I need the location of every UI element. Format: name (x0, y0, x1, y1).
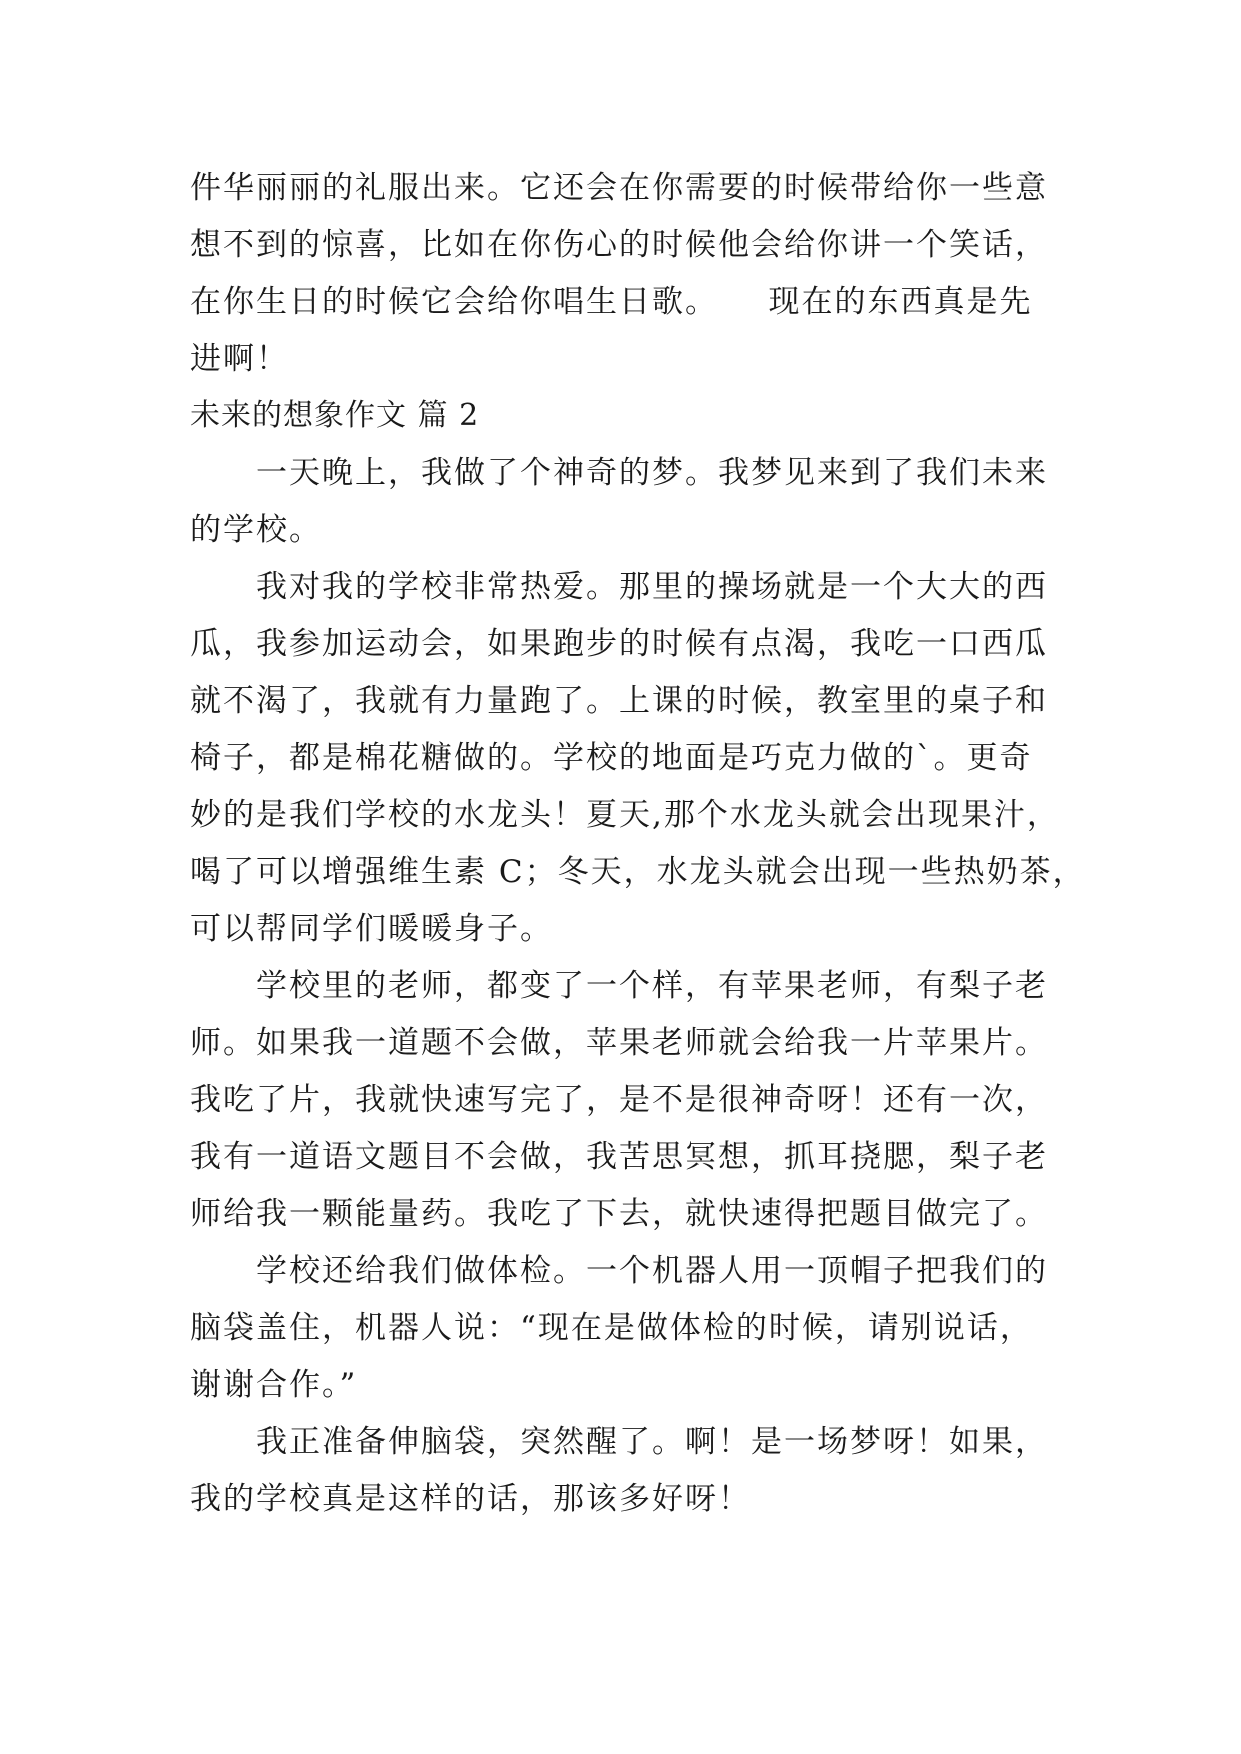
text-line: 在你生日的时候它会给你唱生日歌。 现在的东西真是先 (190, 284, 1033, 320)
text-line: 师。如果我一道题不会做，苹果老师就会给我一片苹果片。 (190, 1025, 1048, 1061)
paragraph-start: 我正准备伸脑袋，突然醒了。啊！是一场梦呀！如果， (256, 1424, 1048, 1460)
paragraph-start: 学校还给我们做体检。一个机器人用一顶帽子把我们的 (256, 1253, 1048, 1289)
text-line: 瓜，我参加运动会，如果跑步的时候有点渴，我吃一口西瓜 (190, 626, 1048, 662)
paragraph-start: 我对我的学校非常热爱。那里的操场就是一个大大的西 (256, 569, 1048, 605)
text-line: 妙的是我们学校的水龙头！夏天,那个水龙头就会出现果汁， (190, 797, 1060, 833)
text-line: 件华丽丽的礼服出来。它还会在你需要的时候带给你一些意 (190, 170, 1048, 206)
section-heading: 未来的想象作文 篇 2 (190, 398, 480, 433)
text-line: 我有一道语文题目不会做，我苦思冥想，抓耳挠腮，梨子老 (190, 1139, 1048, 1175)
text-line: 进啊！ (190, 341, 289, 377)
text-line: 师给我一颗能量药。我吃了下去，就快速得把题目做完了。 (190, 1196, 1048, 1232)
text-line: 我的学校真是这样的话，那该多好呀！ (190, 1481, 751, 1517)
paragraph-start: 学校里的老师，都变了一个样，有苹果老师，有梨子老 (256, 968, 1048, 1004)
paragraph-start: 一天晚上，我做了个神奇的梦。我梦见来到了我们未来 (256, 455, 1048, 491)
text-line: 的学校。 (190, 512, 322, 548)
text-line: 脑袋盖住，机器人说：“现在是做体检的时候，请别说话， (190, 1310, 1033, 1346)
text-line: 谢谢合作。” (190, 1367, 358, 1403)
text-line: 就不渴了，我就有力量跑了。上课的时候，教室里的桌子和 (190, 683, 1048, 719)
text-line: 喝了可以增强维生素 C；冬天，水龙头就会出现一些热奶茶， (190, 854, 1086, 890)
text-line: 椅子，都是棉花糖做的。学校的地面是巧克力做的`。更奇 (190, 740, 1033, 776)
text-line: 想不到的惊喜，比如在你伤心的时候他会给你讲一个笑话， (190, 227, 1048, 263)
text-line: 我吃了片，我就快速写完了，是不是很神奇呀！还有一次， (190, 1082, 1048, 1118)
text-line: 可以帮同学们暖暖身子。 (190, 911, 553, 947)
